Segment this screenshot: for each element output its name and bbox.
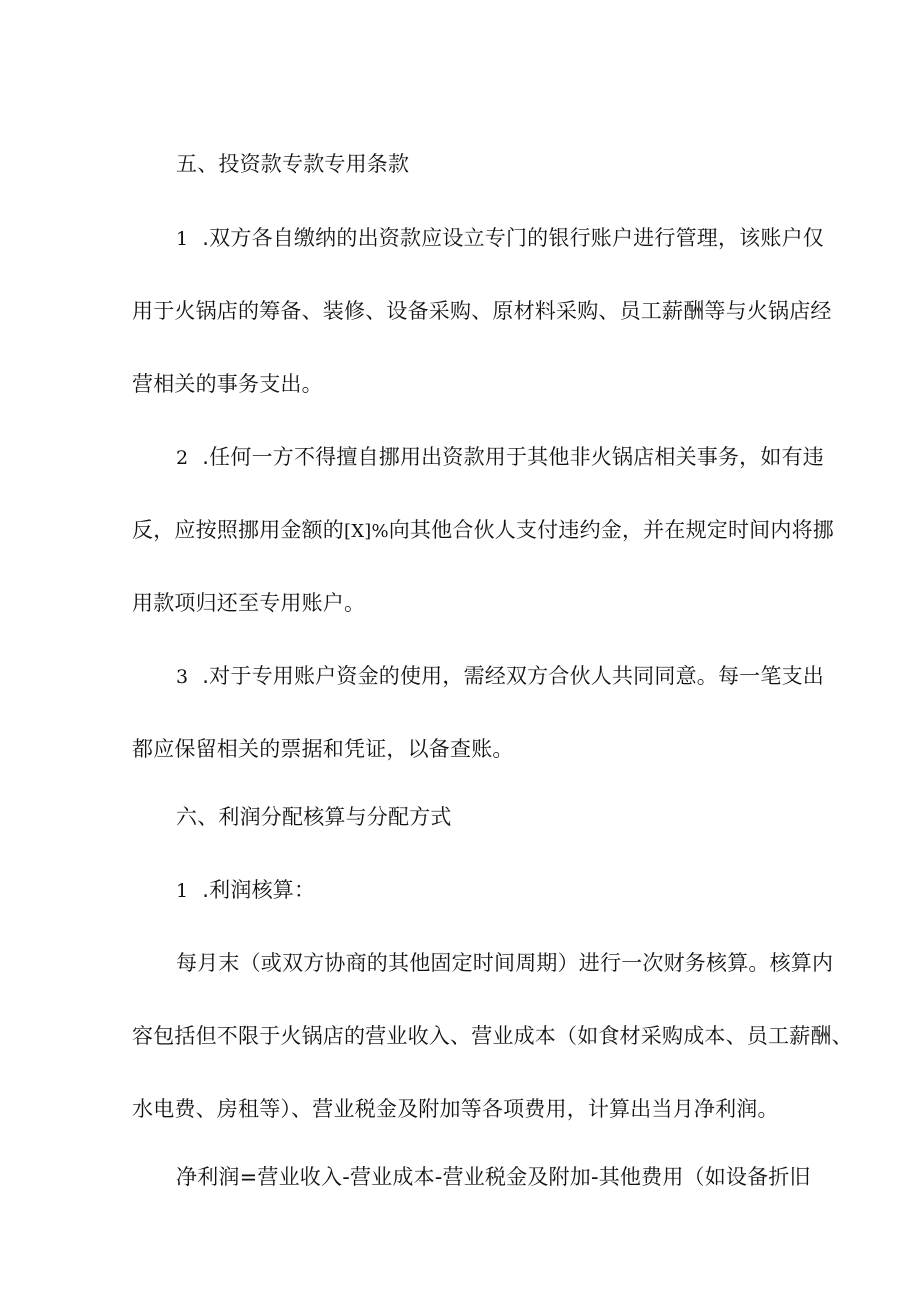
placeholder-percent: [X]%	[344, 521, 389, 542]
item-number: 1	[176, 880, 189, 902]
section-6-para-1-line-1: 每月末（或双方协商的其他固定时间周期）进行一次财务核算。核算内	[176, 951, 834, 975]
section-5-item-3-line-2: 都应保留相关的票据和凭证，以备查账。	[132, 737, 514, 761]
item-text: .任何一方不得擅自挪用出资款用于其他非火锅店相关事务，如有违	[202, 445, 824, 469]
section-5-item-3-line-1	[176, 662, 876, 691]
section-6-formula-line: 净利润=营业收入-营业成本-营业税金及附加-其他费用（如设备折旧	[176, 1165, 811, 1189]
item-text: .利润核算：	[202, 878, 316, 902]
item-number: 1	[176, 228, 189, 250]
section-5-heading: 五、投资款专款专用条款	[176, 152, 410, 176]
section-6-para-1-line-3: 水电费、房租等）、营业税金及附加等各项费用，计算出当月净利润。	[132, 1097, 779, 1121]
item-text: .双方各自缴纳的出资款应设立专门的银行账户进行管理，该账户仅	[202, 226, 824, 250]
section-5-item-1-line-3: 营相关的事务支出。	[132, 372, 323, 396]
item-number: 3	[176, 666, 189, 688]
section-5-item-2-line-3: 用款项归还至专用账户。	[132, 591, 366, 615]
item-text-b: 向其他合伙人支付违约金，并在规定时间内将挪	[388, 518, 834, 542]
item-number: 2	[176, 447, 189, 469]
item-text: .对于专用账户资金的使用，需经双方合伙人共同同意。每一笔支出	[202, 664, 824, 688]
section-6-item-1-label	[176, 876, 876, 905]
section-6-heading: 六、利润分配核算与分配方式	[176, 805, 452, 829]
section-5-item-1-line-2: 用于火锅店的筹备、装修、设备采购、原材料采购、员工薪酬等与火锅店经	[132, 299, 832, 323]
section-5-item-2-line-1	[176, 443, 876, 472]
section-5-item-1-line-1	[176, 224, 876, 253]
section-6-para-1-line-2: 容包括但不限于火锅店的营业收入、营业成本（如食材采购成本、员工薪酬、	[132, 1024, 853, 1048]
section-5-item-2-line-2	[132, 516, 832, 546]
item-text-a: 反，应按照挪用金额的	[132, 518, 344, 542]
